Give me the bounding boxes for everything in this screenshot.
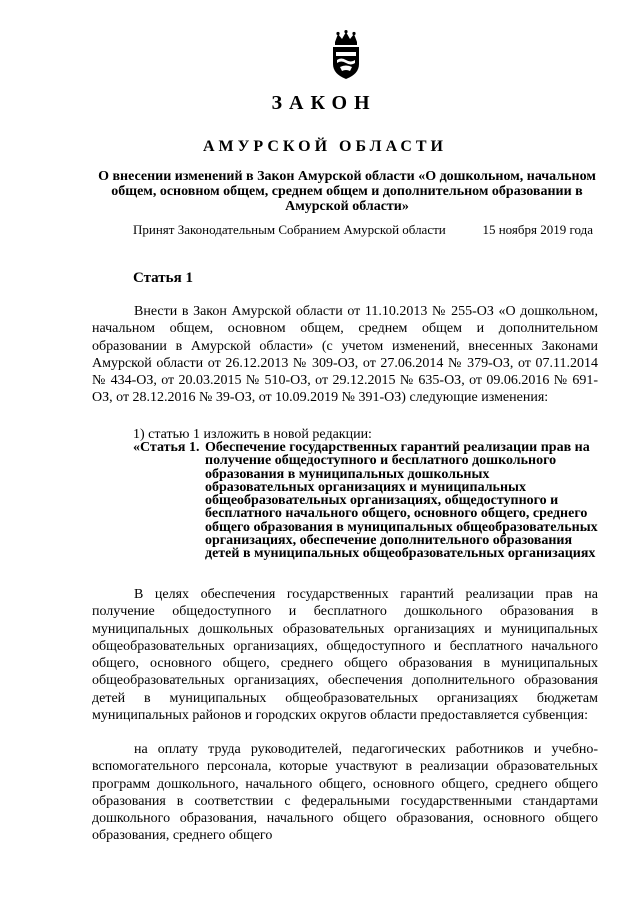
document-type-title: ЗАКОН [271, 92, 377, 114]
amendment-item-1: 1) статью 1 изложить в новой редакции: [133, 427, 372, 442]
adopted-date: 15 ноября 2019 года [482, 222, 593, 237]
article-heading: Статья 1 [133, 270, 193, 286]
coat-of-arms-icon [326, 30, 366, 80]
law-subject: О внесении изменений в Закон Амурской области «О дошкольном, начальном общем, основном общем, среднем общем и дополнительном образовании в Амурской области» [98, 169, 596, 214]
region-title: АМУРСКОЙ ОБЛАСТИ [203, 138, 447, 155]
new-article-title: Обеспечение государственных гарантий реализации прав на получение общедоступного и бесплатного дошкольного образования в муниципальных дошкольных образовательных организациях и муниципальных общеобразовательных организациях, общедоступного и бесплатного начального общего, основного общего, среднего общего образования в муниципальных общеобразовательных организациях, обеспечение дополнительного образования детей в муниципальных общеобразовательных организациях [205, 440, 598, 562]
article-paragraph-2: В целях обеспечения государственных гарантий реализации прав на получение общедоступного и бесплатного дошкольного образования в муниципальных дошкольных образовательных организациях и муниципальных общеобразовательных организациях, общедоступного и бесплатного начального общего, основного общего, среднего общего образования в муниципальных общеобразовательных организациях, обеспечения дополнительного образования детей в муниципальных общеобразовательных организациях бюджетам муниципальных районов и городских округов области предоставляется субвенция: [92, 587, 598, 724]
article-paragraph-3: на оплату труда руководителей, педагогических работников и учебно-вспомогательного персонала, которые участвуют в реализации образовательных программ дошкольного, начального общего, основного общего, среднего общего образования в соответствии с федеральными государственными стандартами дошкольного образования, начального общего образования, основного общего образования, среднего общего [92, 742, 598, 844]
article-paragraph-1: Внести в Закон Амурской области от 11.10.2013 № 255-ОЗ «О дошкольном, начальном общем, основном общем, среднем общем и дополнительном образовании в Амурской области» (с учетом изменений, внесенных Законами Амурской области от 26.12.2013 № 309-ОЗ, от 27.06.2014 № 379-ОЗ, от 07.11.2014 № 434-ОЗ, от 20.03.2015 № 510-ОЗ, от 29.12.2015 № 635-ОЗ, от 09.06.2016 № 691-ОЗ, от 28.12.2016 № 39-ОЗ, от 10.09.2019 № 391-ОЗ) следующие изменения: [92, 304, 598, 406]
adopted-by: Принят Законодательным Собранием Амурской области [133, 222, 446, 237]
adoption-line [133, 222, 593, 238]
new-article-label: «Статья 1. [133, 440, 200, 455]
